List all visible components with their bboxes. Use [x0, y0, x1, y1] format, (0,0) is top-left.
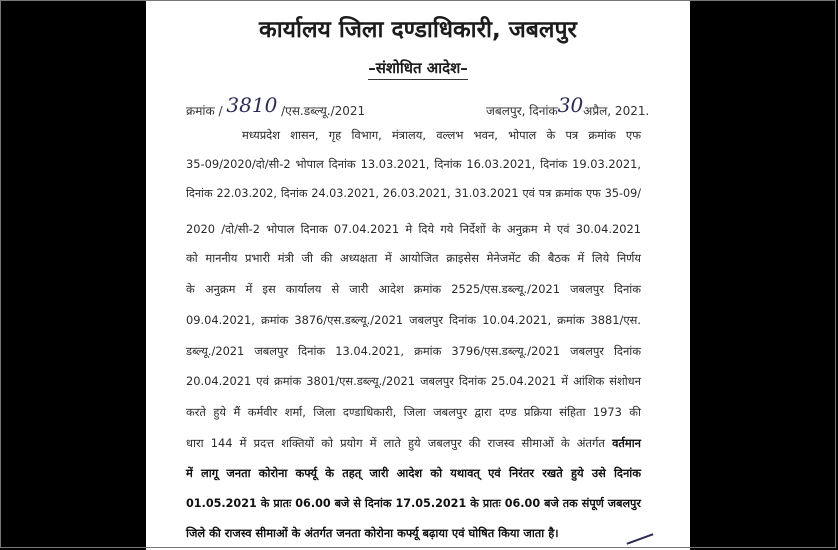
- document-page: [146, 0, 690, 550]
- body-line: दिनांक 22.03.202, दिनांक 24.03.2021, 26.03.2021, 31.03.2021 एवं पत्र क्रमांक एफ 35-09/: [186, 187, 641, 200]
- date-prefix: जबलपुर, दिनांक: [486, 104, 558, 118]
- body-line: के अनुक्रम में इस कार्यालय से जारी आदेश क्रमांक 2525/एस.डब्ल्यू./2021 जबलपुर दिनांक: [186, 282, 641, 296]
- office-title: कार्यालय जिला दण्डाधिकारी, जबलपुर: [259, 17, 577, 43]
- body-line: मध्यप्रदेश शासन, गृह विभाग, मंत्रालय, वल्लभ भवन, भोपाल के पत्र क्रमांक एफ: [242, 128, 641, 142]
- date-day-handwritten: 30: [557, 93, 584, 117]
- ref-number-handwritten: 3810: [226, 93, 278, 117]
- body-line: 20.04.2021 एवं क्रमांक 3801/एस.डब्ल्यू./2021 जबलपुर दिनांक 25.04.2021 में आंशिक संशोधन: [186, 374, 641, 388]
- body-line-bold: जिले की राजस्व सीमाओं के अंतर्गत जनता कोरोना कर्फ्यू बढ़ाया एवं घोषित किया जाता है।: [186, 526, 559, 540]
- body-line: डब्ल्यू./2021 जबलपुर दिनांक 13.04.2021, क्रमांक 3796/एस.डब्ल्यू./2021 जबलपुर दिनांक: [186, 344, 641, 358]
- ref-suffix: /एस.डब्ल्यू./2021: [281, 104, 366, 118]
- body-line: 35-09/2020/दो/सी-2 भोपाल दिनांक 13.03.2021, दिनांक 16.03.2021, दिनांक 19.03.2021,: [186, 157, 641, 171]
- body-line-normal: धारा 144 में प्रदत्त शक्तियों को प्रयोग में लाते हुये जबलपुर की राजस्व सीमाओं के अंतर्गत: [186, 436, 605, 450]
- body-line: करते हुये मैं कर्मवीर शर्मा, जिला दण्डाधिकारी, जिला जबलपुर द्वारा दण्ड प्रक्रिया संहिता 1973 की: [186, 405, 641, 419]
- order-date: [486, 93, 650, 120]
- body-line-bold: वर्तमान: [612, 436, 641, 450]
- reference-number: [186, 93, 366, 120]
- body-line: 09.04.2021, क्रमांक 3876/एस.डब्ल्यू./2021 जबलपुर दिनांक 10.04.2021, क्रमांक 3881/एस.: [186, 313, 641, 327]
- body-line-bold: 01.05.2021 के प्रातः 06.00 बजे से दिनांक 17.05.2021 के प्रातः 06.00 बजे तक संपूर्ण जबलपुर: [186, 497, 641, 510]
- ref-prefix: क्रमांक /: [186, 104, 223, 118]
- body-line: 2020 /दो/सी-2 भोपाल दिनाक 07.04.2021 मे दिये गये निर्देशों के अनुक्रम मे एवं 30.04.2021: [186, 222, 641, 236]
- body-line: को माननीय प्रभारी मंत्री जी की अध्यक्षता में आयोजित क्राइसेस मेनेजमेंट की बैठक में लिये निर्णय: [186, 251, 641, 265]
- date-suffix: अप्रैल, 2021.: [583, 104, 650, 118]
- order-subtitle-text: –संशोधित आदेश–: [368, 59, 468, 80]
- body-line-bold: में लागू जनता कोरोना कर्फ्यू के तहत् जारी आदेश को यथावत् एवं निरंतर रखते हुये उसे दिनांक: [186, 466, 641, 480]
- body-line: [186, 436, 641, 451]
- order-subtitle: [146, 58, 690, 78]
